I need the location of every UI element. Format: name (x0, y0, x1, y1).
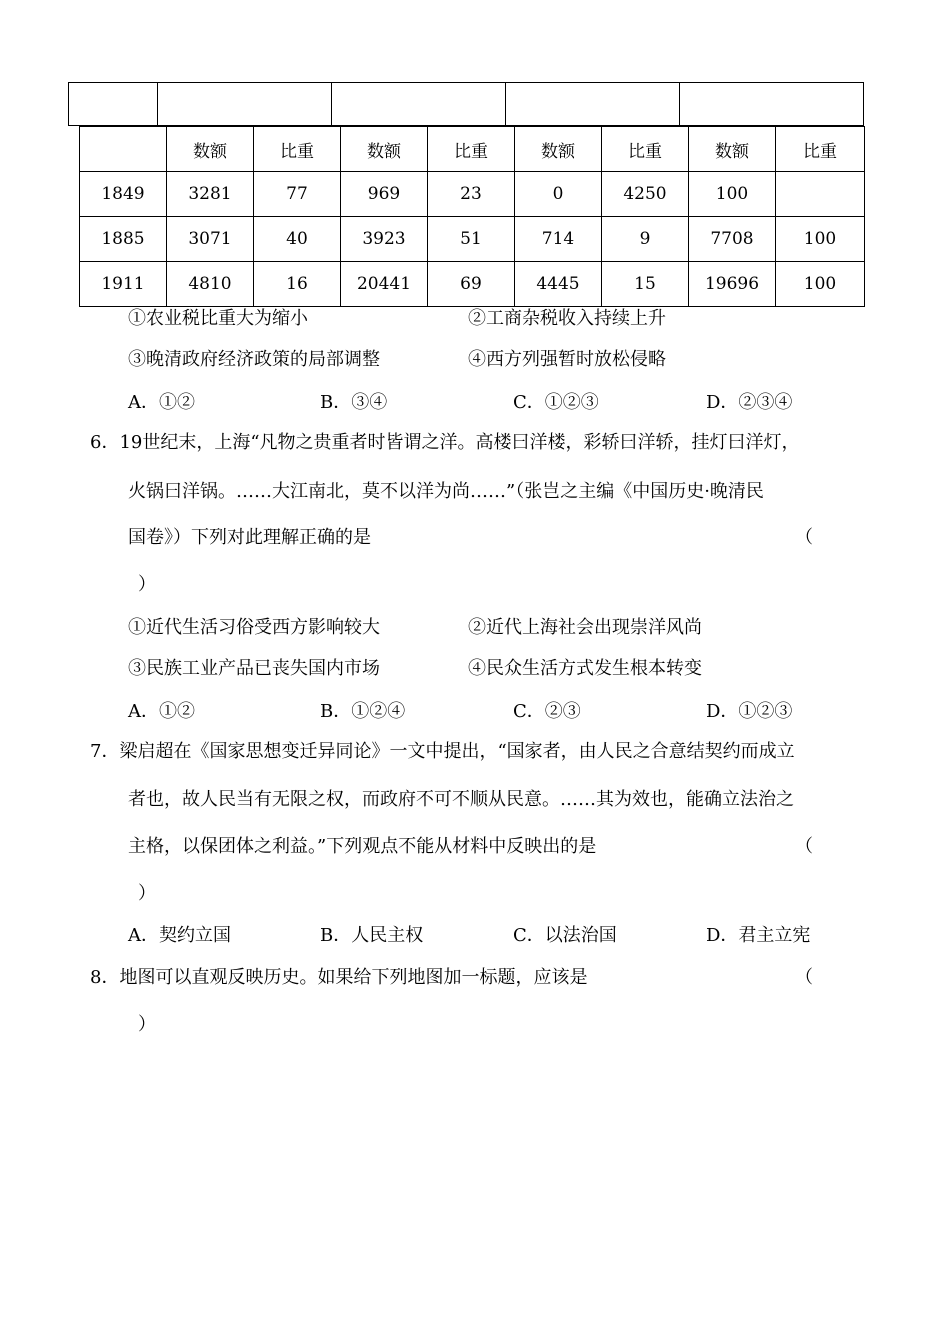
q6-option-b[interactable]: B．①②④ (320, 701, 406, 722)
q6-statement-1: ①近代生活习俗受西方影响较大 (128, 617, 380, 638)
header-cell: 比重 (602, 127, 689, 172)
header-cell: 比重 (428, 127, 515, 172)
q6-statement-2: ②近代上海社会出现崇洋风尚 (468, 617, 702, 638)
q5-option-c[interactable]: C．①②③ (513, 392, 599, 413)
q7-stem-line-1: 7．梁启超在《国家思想变迁异同论》一文中提出，“国家者，由人民之合意结契约而成立 (90, 741, 795, 762)
q7-option-a[interactable]: A．契约立国 (128, 925, 231, 946)
q6-answer-paren-open: （ (795, 527, 813, 548)
q6-stem-line-1: 6．19世纪末，上海“凡物之贵重者时皆谓之洋。高楼曰洋楼，彩轿曰洋轿，挂灯曰洋灯， (90, 432, 800, 453)
q6-stem-line-3: 国卷》）下列对此理解正确的是 (128, 527, 371, 548)
table-header-box-4 (505, 82, 680, 126)
q7-option-b[interactable]: B．人民主权 (320, 925, 424, 946)
table-cell (776, 172, 865, 217)
table-cell: 0 (515, 172, 602, 217)
table-cell: 40 (254, 217, 341, 262)
table-cell: 1849 (80, 172, 167, 217)
q5-option-d[interactable]: D．②③④ (706, 392, 793, 413)
header-cell (80, 127, 167, 172)
table-cell: 3071 (167, 217, 254, 262)
q6-stem-line-2: 火锅曰洋锅。……大江南北，莫不以洋为尚……”（张岂之主编《中国历史·晚清民 (128, 481, 764, 502)
table-cell: 77 (254, 172, 341, 217)
table-cell: 7708 (689, 217, 776, 262)
table-cell: 3281 (167, 172, 254, 217)
q6-statement-4: ④民众生活方式发生根本转变 (468, 658, 702, 679)
table-cell: 51 (428, 217, 515, 262)
q6-option-d[interactable]: D．①②③ (706, 701, 793, 722)
table-cell: 1885 (80, 217, 167, 262)
table-header-box-1 (68, 82, 158, 126)
header-cell: 比重 (776, 127, 865, 172)
q5-option-b[interactable]: B．③④ (320, 392, 388, 413)
q6-option-c[interactable]: C．②③ (513, 701, 581, 722)
table-header-box-2 (157, 82, 332, 126)
table-cell: 4810 (167, 262, 254, 307)
q5-statement-4: ④西方列强暂时放松侵略 (468, 349, 666, 370)
table-header-row (80, 127, 865, 172)
table-cell: 100 (776, 217, 865, 262)
table-cell: 15 (602, 262, 689, 307)
header-cell: 数额 (689, 127, 776, 172)
q5-option-a[interactable]: A．①② (128, 392, 195, 413)
header-cell: 数额 (341, 127, 428, 172)
q6-option-a[interactable]: A．①② (128, 701, 195, 722)
q6-statement-3: ③民族工业产品已丧失国内市场 (128, 658, 380, 679)
q7-answer-paren-close: ） (138, 883, 156, 904)
q7-option-c[interactable]: C．以法治国 (513, 925, 617, 946)
tax-revenue-table (79, 126, 865, 307)
header-cell: 比重 (254, 127, 341, 172)
table-header-box-3 (331, 82, 506, 126)
q7-option-d[interactable]: D．君主立宪 (706, 925, 811, 946)
q8-answer-paren-close: ） (138, 1014, 156, 1035)
table-cell: 4445 (515, 262, 602, 307)
table-row (80, 172, 865, 217)
q5-statement-1: ①农业税比重大为缩小 (128, 308, 308, 329)
table-cell: 969 (341, 172, 428, 217)
table-header-box-5 (679, 82, 864, 126)
table-cell: 69 (428, 262, 515, 307)
table-cell: 19696 (689, 262, 776, 307)
table-cell: 1911 (80, 262, 167, 307)
q5-statement-3: ③晚清政府经济政策的局部调整 (128, 349, 380, 370)
table-cell: 9 (602, 217, 689, 262)
table-cell: 20441 (341, 262, 428, 307)
table-cell: 16 (254, 262, 341, 307)
table-cell: 3923 (341, 217, 428, 262)
header-cell: 数额 (515, 127, 602, 172)
q6-answer-paren-close: ） (138, 574, 156, 595)
table-cell: 714 (515, 217, 602, 262)
q7-answer-paren-open: （ (795, 836, 813, 857)
q7-stem-line-3: 主格，以保团体之利益。”下列观点不能从材料中反映出的是 (128, 836, 597, 857)
q7-stem-line-2: 者也，故人民当有无限之权，而政府不可不顺从民意。……其为效也，能确立法治之 (128, 789, 794, 810)
table-row (80, 217, 865, 262)
table-row (80, 262, 865, 307)
table-cell: 4250 (602, 172, 689, 217)
table-cell: 100 (776, 262, 865, 307)
q8-answer-paren-open: （ (795, 967, 813, 988)
table-cell: 100 (689, 172, 776, 217)
q5-statement-2: ②工商杂税收入持续上升 (468, 308, 666, 329)
header-cell: 数额 (167, 127, 254, 172)
q8-stem-line-1: 8．地图可以直观反映历史。如果给下列地图加一标题，应该是 (90, 967, 588, 988)
table-cell: 23 (428, 172, 515, 217)
